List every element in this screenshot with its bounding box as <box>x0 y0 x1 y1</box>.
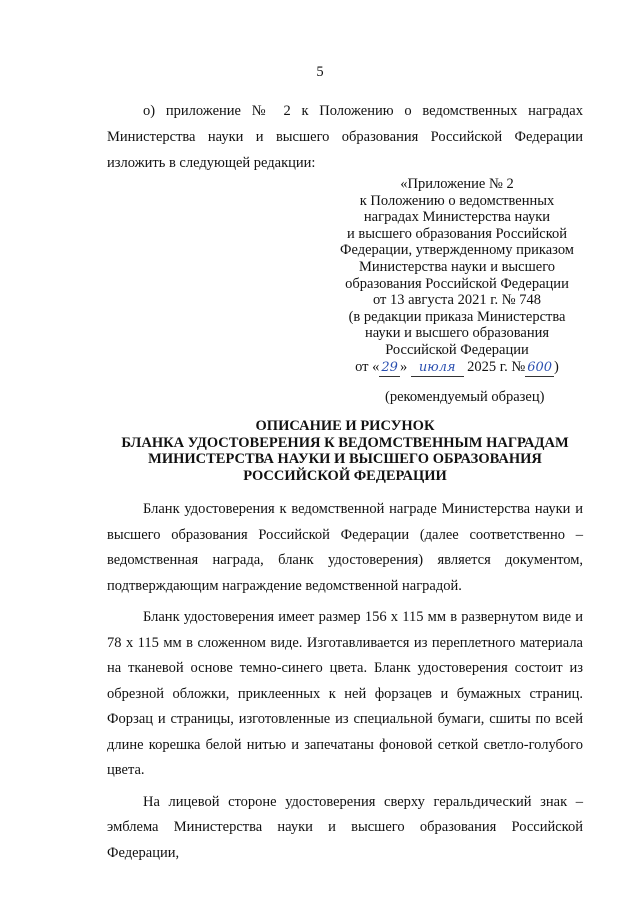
appendix-line: наградах Министерства науки <box>363 209 551 226</box>
appendix-line: к Положению о ведомственных <box>359 192 555 209</box>
paragraph: Бланк удостоверения имеет размер 156 х 115 мм в развернутом виде и 78 х 115 мм в сложенном виде. Изготавливается из переплетного материала на тканевой основе темно-синего цвета. Бланк удостоверения состоит из обрезной обложки, приклеенных к ней форзацев и бумажных страниц. Форзац и страницы, изготовленные из специальной бумаги, сшиты по всей длине корешка белой нитью и запечатаны фоновой сеткой светло-голубого цвета. <box>107 609 583 778</box>
appendix-block <box>336 176 578 377</box>
appendix-line: Федерации, утвержденному приказом <box>340 242 574 259</box>
date-year: 2025 г. № <box>467 358 526 375</box>
heading-line: БЛАНКА УДОСТОВЕРЕНИЯ К ВЕДОМСТВЕННЫМ НАГРАДАМ <box>121 434 569 451</box>
handwritten-month: июля <box>411 360 464 378</box>
appendix-line: «Приложение № 2 <box>400 176 514 192</box>
heading-line: ОПИСАНИЕ И РИСУНОК <box>255 418 435 434</box>
date-close: ) <box>554 358 559 375</box>
page-number: 5 <box>316 64 324 80</box>
appendix-line: (в редакции приказа Министерства <box>348 308 566 325</box>
appendix-line: и высшего образования Российской <box>346 225 568 242</box>
date-day-close: » <box>399 358 408 375</box>
date-prefix: от « <box>355 358 380 375</box>
sample-note: (рекомендуемый образец) <box>385 389 545 405</box>
intro-paragraph: о) приложение № 2 к Положению о ведомственных наградах Министерства науки и высшего образования Российской Федерации изложить в следующей редакции: <box>107 103 583 171</box>
order-date-line <box>336 359 578 378</box>
heading-line: МИНИСТЕРСТВА НАУКИ И ВЫСШЕГО ОБРАЗОВАНИЯ <box>148 451 542 467</box>
section-heading <box>107 418 583 484</box>
appendix-line: науки и высшего образования <box>364 325 550 342</box>
appendix-line: образования Российской Федерации <box>345 275 569 292</box>
paragraph: Бланк удостоверения к ведомственной награде Министерства науки и высшего образования Российской Федерации (далее соответственно – ведомственная награда, бланк удостоверения) является документом, подтверждающим награждение ведомственной наградой. <box>107 501 583 594</box>
appendix-line: Российской Федерации <box>385 341 529 358</box>
handwritten-order-number: 600 <box>525 360 554 378</box>
body-text <box>107 497 583 872</box>
appendix-line: от 13 августа 2021 г. № 748 <box>372 292 542 309</box>
appendix-line: Министерства науки и высшего <box>358 258 556 275</box>
handwritten-day: 29 <box>379 360 400 378</box>
paragraph: На лицевой стороне удостоверения сверху геральдический знак – эмблема Министерства науки и высшего образования Российской Федерации, <box>107 793 583 861</box>
heading-line: РОССИЙСКОЙ ФЕДЕРАЦИИ <box>243 467 447 484</box>
